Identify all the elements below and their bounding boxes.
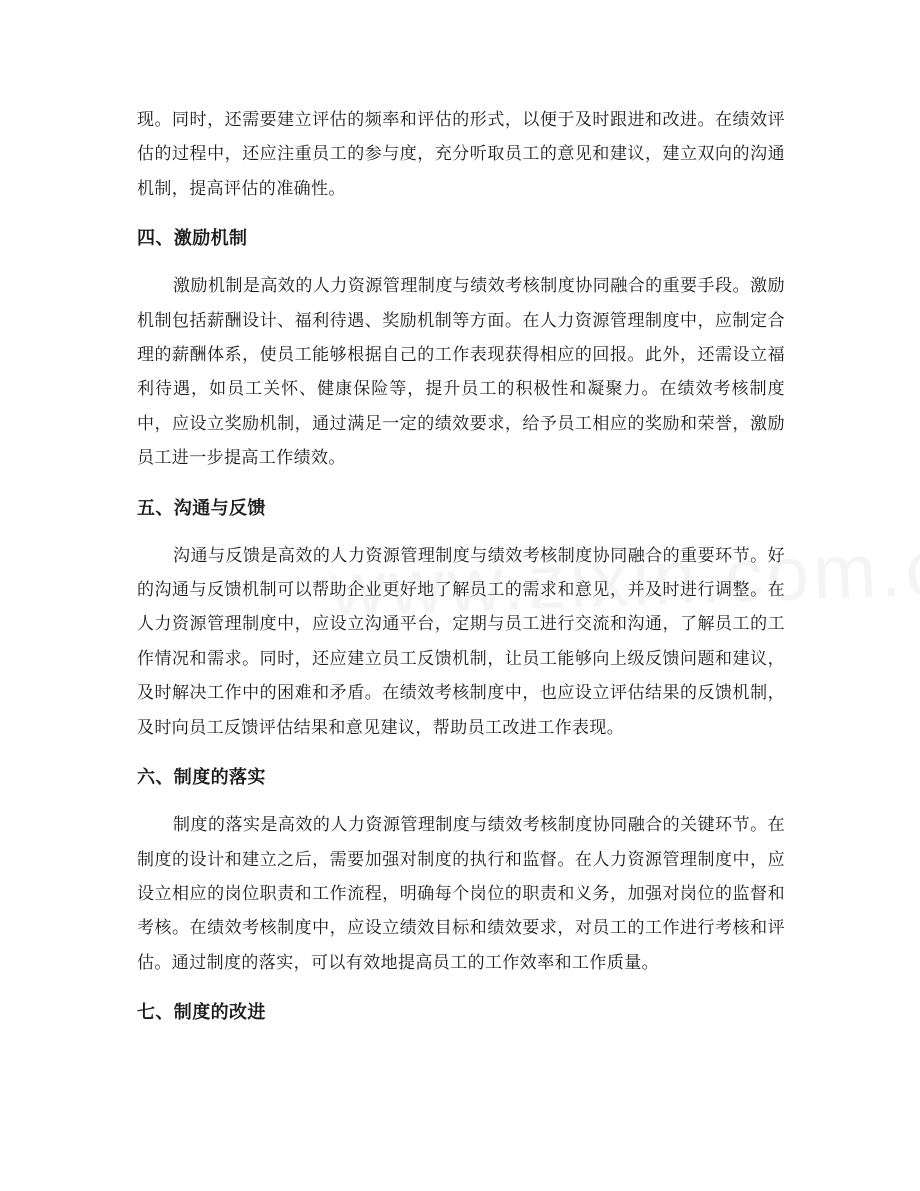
section-heading-implementation: 六、制度的落实 [137, 767, 266, 789]
section-heading-incentive: 四、激励机制 [137, 228, 248, 250]
document-body [137, 103, 785, 1028]
paragraph-communication: 沟通与反馈是高效的人力资源管理制度与绩效考核制度协同融合的重要环节。好的沟通与反馈机制可以帮助企业更好地了解员工的需求和意见，并及时进行调整。在人力资源管理制度中，应设立沟通平台，定期与员工进行交流和沟通，了解员工的工作情况和需求。同时，还应建立员工反馈机制，让员工能够向上级反馈问题和建议，及时解决工作中的困难和矛盾。在绩效考核制度中，也应设立评估结果的反馈机制，及时向员工反馈评估结果和意见建议，帮助员工改进工作表现。 [137, 545, 785, 738]
section-heading-communication: 五、沟通与反馈 [137, 497, 266, 519]
paragraph-continued: 现。同时，还需要建立评估的频率和评估的形式，以便于及时跟进和改进。在绩效评估的过程中，还应注重员工的参与度，充分听取员工的意见和建议，建立双向的沟通机制，提高评估的准确性。 [137, 110, 785, 199]
section-heading-improvement: 七、制度的改进 [137, 1002, 266, 1024]
paragraph-incentive: 激励机制是高效的人力资源管理制度与绩效考核制度协同融合的重要手段。激励机制包括薪酬设计、福利待遇、奖励机制等方面。在人力资源管理制度中，应制定合理的薪酬体系，使员工能够根据自己的工作表现获得相应的回报。此外，还需设立福利待遇，如员工关怀、健康保险等，提升员工的积极性和凝聚力。在绩效考核制度中，应设立奖励机制，通过满足一定的绩效要求，给予员工相应的奖励和荣誉，激励员工进一步提高工作绩效。 [137, 276, 785, 469]
paragraph-implementation: 制度的落实是高效的人力资源管理制度与绩效考核制度协同融合的关键环节。在制度的设计和建立之后，需要加强对制度的执行和监督。在人力资源管理制度中，应设立相应的岗位职责和工作流程，明确每个岗位的职责和义务，加强对岗位的监督和考核。在绩效考核制度中，应设立绩效目标和绩效要求，对员工的工作进行考核和评估。通过制度的落实，可以有效地提高员工的工作效率和工作质量。 [137, 815, 785, 973]
